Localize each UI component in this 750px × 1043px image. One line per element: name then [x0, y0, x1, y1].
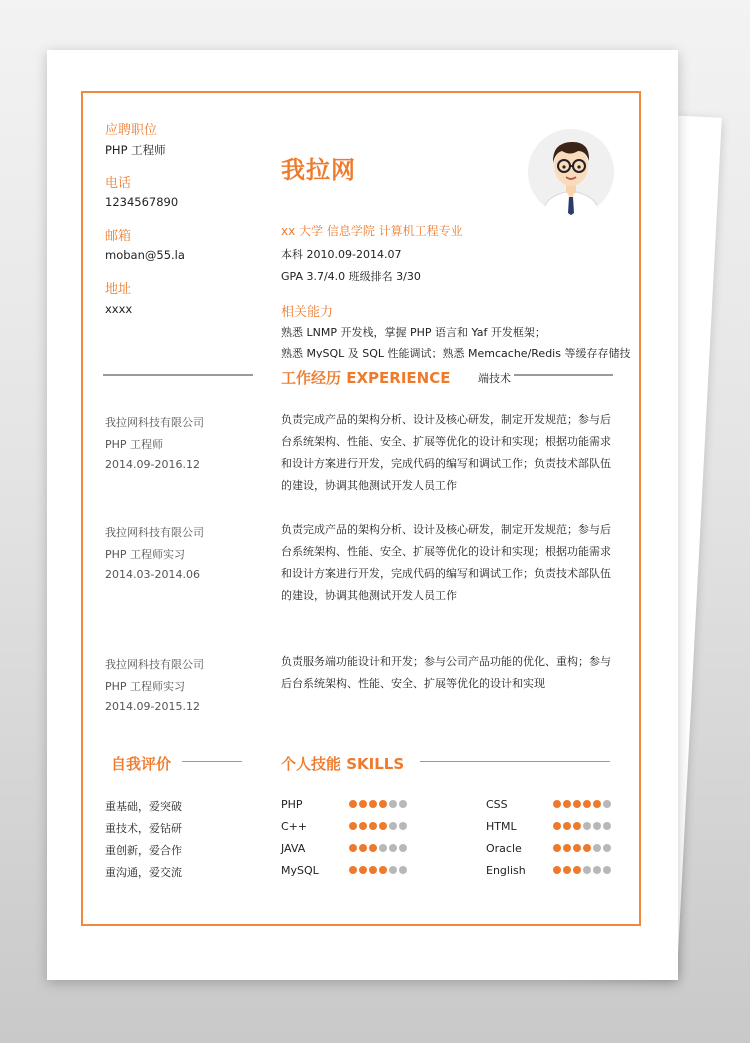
divider-right	[514, 374, 613, 376]
rating-dot-empty	[583, 822, 591, 830]
rating-dot-empty	[603, 822, 611, 830]
skill-name: HTML	[486, 820, 517, 833]
skill-rating	[553, 844, 611, 852]
job-description: 负责完成产品的架构分析、设计及核心研发，制定开发规范；参与后台系统架构、性能、安全、扩展等优化的设计和实现；根据功能需求和设计方案进行开发，完成代码的编写和调试工作；负责技术部队伍的建设，协调其他测试开发人员工作	[281, 413, 611, 492]
rating-dot-filled	[583, 844, 591, 852]
address-value: xxxx	[105, 302, 133, 316]
rating-dot-filled	[349, 800, 357, 808]
rating-dot-filled	[369, 844, 377, 852]
rating-dot-filled	[379, 866, 387, 874]
rating-dot-filled	[553, 822, 561, 830]
job-period: 2014.09-2016.12	[105, 458, 200, 471]
email-label: 邮箱	[105, 229, 132, 244]
avatar-icon	[528, 129, 614, 215]
job-period: 2014.09-2015.12	[105, 700, 200, 713]
rating-dot-filled	[359, 866, 367, 874]
rating-dot-empty	[593, 844, 601, 852]
ability-line-2: 熟悉 MySQL 及 SQL 性能调试；熟悉 Memcache/Redis 等缓存存储技	[281, 347, 631, 358]
rating-dot-filled	[573, 866, 581, 874]
candidate-name: 我拉网	[281, 156, 356, 184]
experience-title: 工作经历 EXPERIENCE	[281, 369, 451, 387]
job-role: PHP 工程师	[105, 438, 164, 451]
rating-dot-filled	[553, 800, 561, 808]
rating-dot-empty	[389, 866, 397, 874]
skills-divider	[420, 761, 610, 762]
rating-dot-empty	[399, 800, 407, 808]
skill-rating	[349, 866, 407, 874]
self-eval-item: 重沟通，爱交流	[105, 866, 182, 879]
rating-dot-empty	[399, 866, 407, 874]
skill-rating	[553, 822, 611, 830]
skill-name: MySQL	[281, 864, 319, 877]
skill-rating	[349, 800, 407, 808]
rating-dot-filled	[553, 844, 561, 852]
rating-dot-filled	[583, 800, 591, 808]
rating-dot-empty	[379, 844, 387, 852]
rating-dot-filled	[349, 866, 357, 874]
skill-rating	[349, 822, 407, 830]
skill-name: CSS	[486, 798, 508, 811]
skill-name: Oracle	[486, 842, 522, 855]
rating-dot-filled	[573, 822, 581, 830]
rating-dot-empty	[603, 866, 611, 874]
skill-rating	[349, 844, 407, 852]
rating-dot-filled	[563, 866, 571, 874]
rating-dot-filled	[573, 844, 581, 852]
self-eval-title: 自我评价	[111, 755, 172, 773]
rating-dot-empty	[399, 844, 407, 852]
phone-label: 电话	[105, 176, 132, 191]
position-label: 应聘职位	[105, 123, 158, 138]
rating-dot-filled	[563, 800, 571, 808]
divider-left	[103, 374, 253, 376]
rating-dot-empty	[593, 822, 601, 830]
self-eval-item: 重技术，爱钻研	[105, 822, 182, 835]
rating-dot-empty	[603, 844, 611, 852]
skill-name: PHP	[281, 798, 303, 811]
rating-dot-filled	[359, 822, 367, 830]
self-eval-item: 重基础，爱突破	[105, 800, 182, 813]
rating-dot-filled	[369, 866, 377, 874]
rating-dot-filled	[349, 822, 357, 830]
ability-line-1: 熟悉 LNMP 开发栈，掌握 PHP 语言和 Yaf 开发框架；	[281, 326, 546, 339]
degree-info: 本科 2010.09-2014.07	[281, 248, 402, 261]
job-role: PHP 工程师实习	[105, 680, 186, 693]
job-period: 2014.03-2014.06	[105, 568, 200, 581]
rating-dot-filled	[573, 800, 581, 808]
gpa-info: GPA 3.7/4.0 班级排名 3/30	[281, 270, 421, 283]
job-company: 我拉网科技有限公司	[105, 526, 204, 539]
email-value: moban@55.la	[105, 248, 185, 262]
rating-dot-empty	[583, 866, 591, 874]
skills-title: 个人技能 SKILLS	[281, 755, 405, 773]
rating-dot-empty	[389, 822, 397, 830]
self-eval-item: 重创新，爱合作	[105, 844, 182, 857]
rating-dot-empty	[593, 866, 601, 874]
rating-dot-filled	[563, 844, 571, 852]
phone-value: 1234567890	[105, 195, 179, 209]
job-description: 负责完成产品的架构分析、设计及核心研发，制定开发规范；参与后台系统架构、性能、安全、扩展等优化的设计和实现；根据功能需求和设计方案进行开发，完成代码的编写和调试工作；负责技术部队伍的建设，协调其他测试开发人员工作	[281, 523, 611, 602]
self-eval-divider	[182, 761, 242, 762]
rating-dot-filled	[379, 800, 387, 808]
ability-title: 相关能力	[281, 305, 334, 320]
rating-dot-filled	[563, 822, 571, 830]
rating-dot-filled	[359, 800, 367, 808]
rating-dot-empty	[603, 800, 611, 808]
rating-dot-filled	[369, 822, 377, 830]
job-company: 我拉网科技有限公司	[105, 416, 204, 429]
rating-dot-filled	[593, 800, 601, 808]
ability-line-3: 端技术	[478, 372, 511, 385]
skill-name: JAVA	[281, 842, 306, 855]
skill-name: C++	[281, 820, 308, 833]
job-description: 负责服务端功能设计和开发；参与公司产品功能的优化、重构；参与后台系统架构、性能、安全、扩展等优化的设计和实现	[281, 655, 611, 690]
skill-rating	[553, 800, 611, 808]
skill-name: English	[486, 864, 526, 877]
job-company: 我拉网科技有限公司	[105, 658, 204, 671]
position-value: PHP 工程师	[105, 143, 166, 157]
rating-dot-empty	[399, 822, 407, 830]
rating-dot-filled	[553, 866, 561, 874]
school-info: xx 大学 信息学院 计算机工程专业	[281, 224, 463, 238]
rating-dot-empty	[389, 844, 397, 852]
rating-dot-filled	[359, 844, 367, 852]
address-label: 地址	[105, 282, 132, 297]
rating-dot-filled	[379, 822, 387, 830]
skill-rating	[553, 866, 611, 874]
job-role: PHP 工程师实习	[105, 548, 186, 561]
rating-dot-empty	[389, 800, 397, 808]
rating-dot-filled	[369, 800, 377, 808]
rating-dot-filled	[349, 844, 357, 852]
